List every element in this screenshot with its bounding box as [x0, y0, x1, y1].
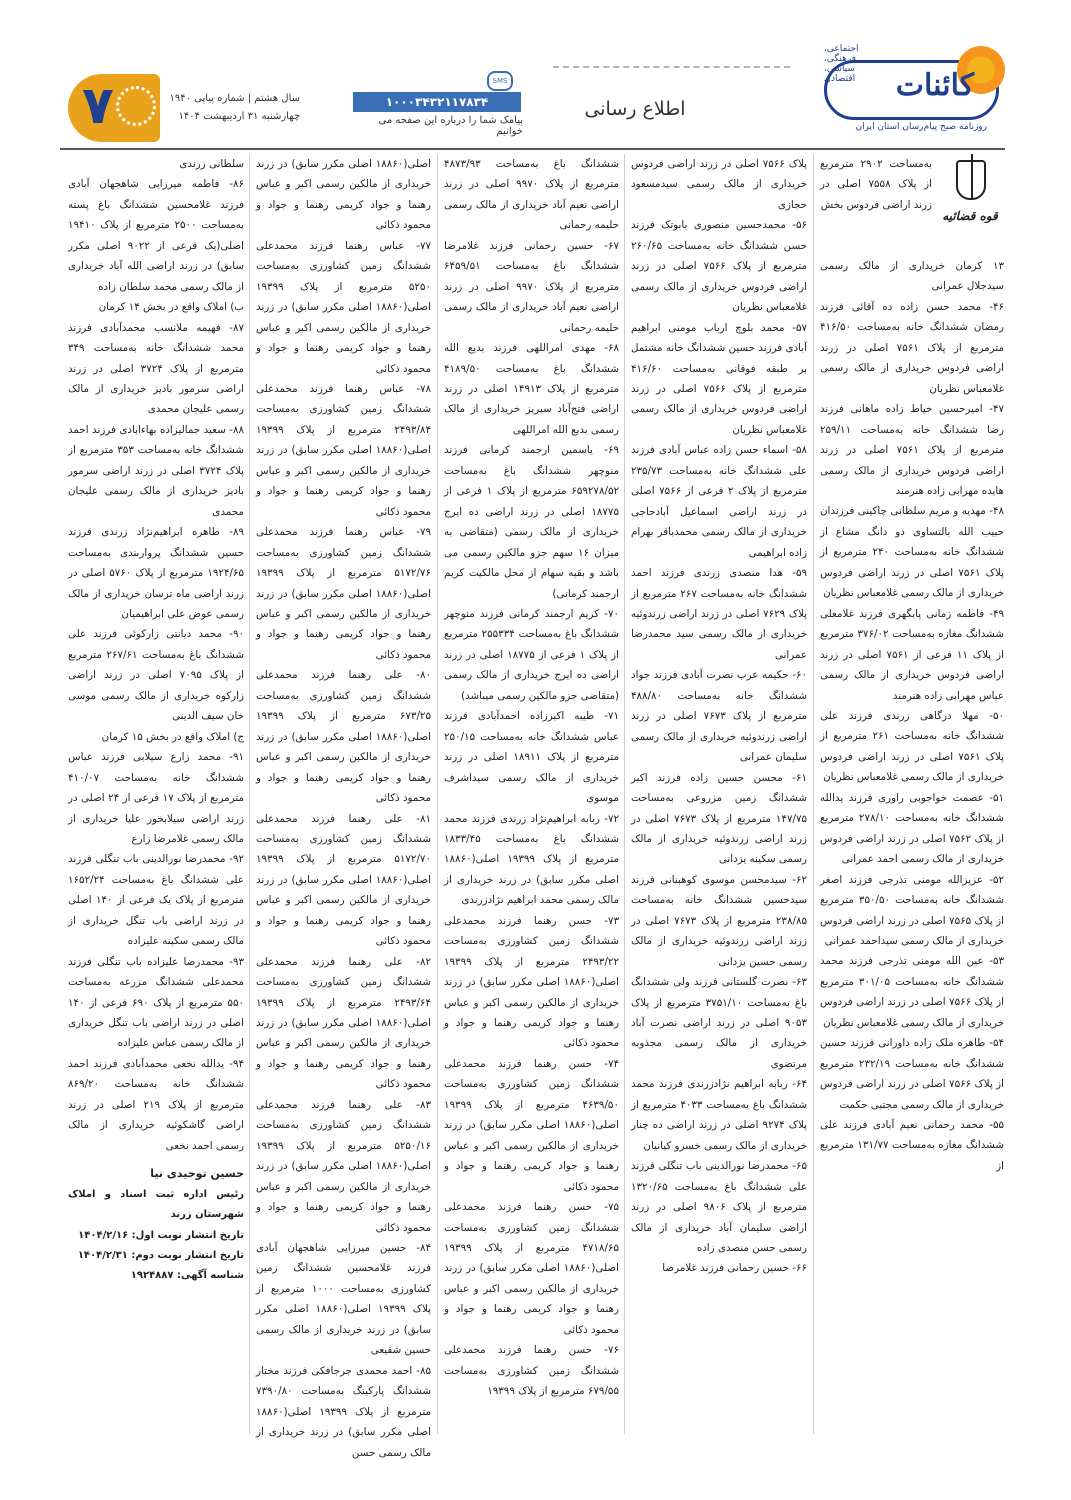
first-publication-date: تاریخ انتشار نوبت اول: ۱۴۰۴/۲/۱۶	[78, 1229, 244, 1241]
column-1-text: ۱۳ کرمان خریداری از مالک رسمی سیدجلال عمرانی ۴۶- محمد حسن زاده ده آقائی فرزند رمضان ششدانگ خانه به‌مساحت ۴۱۶/۵۰ مترمربع از پلاک ۷۵۶۱ اصلی در زرند اراضی فردوس خریداری از مالک رسمی غلامعباس نظریان ۴۷- امیرحسین خیاط زاده ماهانی فرزند رضا ششدانگ خانه به‌مساحت ۲۵۹/۱۱ مترمربع از پلاک ۷۵۶۱ اصلی در زرند اراضی فردوس خریداری از مالک رسمی هایده مهرابی زاده هنرمند ۴۸- مهدیه و مریم سلطانی چاکینی فرزندان حبیب الله بالتساوی دو دانگ مشاع از ششدانگ خانه به‌مساحت ۲۴۰ مترمربع از پلاک ۷۵۶۱ اصلی در زرند اراضی فردوس خریداری از مالک رسمی غلامعباس نظریان ۴۹- فاطمه زمانی پابگهری فرزند غلامعلی ششدانگ مغازه به‌مساحت ۳۷۶/۰۲ مترمربع از پلاک ۱۱ فرعی از ۷۵۶۱ اصلی در زرند اراضی فردوس خریداری از مالک رسمی عباس مهرابی زاده هنرمند ۵۰- مهلا درگاهی زرندی فرزند علی ششدانگ خانه به‌مساحت ۲۶۱ مترمربع از پلاک ۷۵۶۱ اصلی در زرند اراضی فردوس خریداری از مالک رسمی غلامعباس نظریان ۵۱- عصمت خواجوبی راوری فرزند یدالله ششدانگ خانه به‌مساحت ۲۷۸/۱۰ مترمربع از پلاک ۷۵۶۲ اصلی در زرند اراضی فردوس خریداری از مالک رسمی احمد عمرانی ۵۲- عزیزالله مومنی تذرجی فرزند اصغر ششدانگ خانه به‌مساحت ۳۵۰/۵۰ مترمربع از پلاک ۷۵۶۵ اصلی در زرند اراضی فردوس خریداری از مالک رسمی سیداحمد عمرانی ۵۳- عین الله مومنی تذرجی فرزند محمد ششدانگ خانه به‌مساحت ۳۰۱/۰۵ مترمربع از پلاک ۷۵۶۶ اصلی در زرند اراضی فردوس خریداری از مالک رسمی غلامعباس نظریان ۵۴- طاهره ملک زاده داورانی فرزند حسین ششدانگ خانه به‌مساحت ۲۳۲/۱۹ مترمربع از پلاک ۷۵۶۶ اصلی در زرند اراضی فردوس خریداری از مالک رسمی مجتبی حکمت ۵۵- محمد رحمانی نعیم آبادی فرزند علی ششدانگ مغازه به‌مساحت ۱۳۱/۷۷ مترمربع از	[820, 260, 1004, 1172]
column-5-text: سلطانی زرندی ۸۶- فاطمه میرزایی شاهجهان آبادی فرزند غلامحسین ششدانگ باغ پسته به‌مساحت ۲۵۰۰ مترمربع از پلاک ۱۹۴۱۰ اصلی(یک فرعی از ۹۰۲۲ اصلی مکرر سابق) در زرند اراضی الله آباد خریداری از مالک رسمی محمد سلطان زاده ب) املاک واقع در بخش ۱۴ کرمان ۸۷- فهیمه ملانسب محمدآبادی فرزند محمد ششدانگ خانه به‌مساحت ۳۴۹ مترمربع از پلاک ۳۷۲۴ اصلی در زرند اراضی سرمور بادیز خریداری از مالک رسمی علیجان محمدی ۸۸- سعید جمالیزاده بهاءابادی فرزند احمد ششدانگ خانه به‌مساحت ۳۵۳ مترمربع از پلاک ۳۷۲۴ اصلی در زرند اراضی سرمور بادیز خریداری از مالک رسمی علیجان محمدی ۸۹- طاهره ابراهیم‌نژاد زرندی فرزند حسین ششدانگ پرواربندی به‌مساحت ۱۹۲۴/۶۵ مترمربع از پلاک ۵۷۶۰ اصلی در زرند اراضی ماه ترسان خریداری از مالک رسمی عوض علی ابراهیمیان ۹۰- محمد دیانتی زارکوئی فرزند علی ششدانگ باغ به‌مساحت ۲۶۷/۶۱ مترمربع از پلاک ۷۰۹۵ اصلی در زرند اراضی زارکوه خریداری از مالک رسمی موسی خان سیف الدینی ج) املاک واقع در بخش ۱۵ کرمان ۹۱- محمد زارع سیلابی فرزند عباس ششدانگ خانه به‌مساحت ۴۱۰/۰۷ مترمربع از پلاک ۱۷ فرعی از ۲۴ اصلی در زرند اراضی سیلابخور علیا خریداری از مالک رسمی غلامرضا زارع ۹۲- محمدرضا نورالدینی باب تنگلی فرزند علی ششدانگ باغ به‌مساحت ۱۶۵۲/۲۴ مترمربع از پلاک یک فرعی از ۱۴۰ اصلی در زرند اراضی باب تنگل خریداری از مالک رسمی سکینه علیزاده ۹۳- محمدرضا علیزاده باب تنگلی فرزند محمدعلی ششدانگ مزرعه به‌مساحت ۵۵۰ مترمربع از پلاک ۶۹۰ فرعی از ۱۴۰ اصلی در زرند اراضی باب تنگل خریداری از مالک رسمی عباس علیزاده ۹۴- یدالله نخعی محمدآبادی فرزند احمد ششدانگ خانه به‌مساحت ۸۶۹/۲۰ مترمربع از پلاک ۲۱۹ اصلی در زرند اراضی گاشکوئیه خریداری از مالک رسمی احمد نخعی	[68, 158, 245, 1152]
sms-bubble-icon: SMS	[487, 71, 513, 91]
issue-line-volume: سال هشتم | شماره پیاپی ۱۹۴۰	[169, 93, 300, 104]
signatory-title: رئیس اداره ثبت اسناد و املاک شهرستان زرند	[68, 1188, 244, 1221]
judiciary-emblem	[936, 154, 1004, 234]
newspaper-masthead	[824, 44, 999, 148]
ad-identifier: شناسه آگهی: ۱۹۲۴۸۸۷	[130, 1270, 244, 1282]
flower-icon	[116, 86, 156, 126]
column-1	[820, 154, 1004, 1434]
page-header	[0, 0, 1071, 152]
signatory-name: حسین توحیدی نیا	[150, 1167, 244, 1181]
signature-block	[68, 1164, 244, 1287]
page-number: ۷	[82, 76, 114, 136]
issue-line-date: چهارشنبه ۳۱ اردیبهشت ۱۴۰۴	[178, 111, 300, 122]
second-publication-date: تاریخ انتشار نوبت دوم: ۱۴۰۴/۲/۳۱	[77, 1250, 244, 1262]
emblem-label: قوه قضائیه	[942, 209, 998, 223]
column-separator	[813, 154, 814, 1434]
scales-of-justice-icon	[956, 160, 986, 200]
section-title: اطلاع رسانی	[584, 98, 686, 120]
header-rule	[60, 148, 1005, 150]
sms-number: ۱۰۰۰۳۴۳۲۱۱۷۸۳۴	[353, 92, 521, 112]
sms-caption: پیامک شما را درباره این صفحه می خوانیم	[378, 115, 523, 137]
logo-name: کائنات	[895, 68, 974, 103]
column-4: اصلی(۱۸۸۶۰ اصلی مکرر سابق) در زرند خریداری از مالکین رسمی اکبر و عباس رهنما و جواد کریمی رهنما و جواد و محمود ذکائی ۷۷- عباس رهنما فرزند محمدعلی ششدانگ زمین کشاورزی به‌مساحت ۵۲۵۰ مترمربع از پلاک ۱۹۳۹۹ اصلی(۱۸۸۶۰ اصلی مکرر سابق) در زرند خریداری از مالکین رسمی اکبر و عباس رهنما و جواد کریمی رهنما و جواد و محمود ذکائی ۷۸- عباس رهنما فرزند محمدعلی ششدانگ زمین کشاورزی به‌مساحت ۲۴۹۳/۸۴ مترمربع از پلاک ۱۹۳۹۹ اصلی(۱۸۸۶۰ اصلی مکرر سابق) در زرند خریداری از مالکین رسمی اکبر و عباس رهنما و جواد کریمی رهنما و جواد و محمود ذکائی ۷۹- عباس رهنما فرزند محمدعلی ششدانگ زمین کشاورزی به‌مساحت ۵۱۷۲/۷۶ مترمربع از پلاک ۱۹۳۹۹ اصلی(۱۸۸۶۰ اصلی مکرر سابق) در زرند خریداری از مالکین رسمی اکبر و عباس رهنما و جواد کریمی رهنما و جواد و محمود ذکائی ۸۰- علی رهنما فرزند محمدعلی ششدانگ زمین کشاورزی به‌مساحت ۶۷۳/۲۵ مترمربع از پلاک ۱۹۳۹۹ اصلی(۱۸۸۶۰ اصلی مکرر سابق) در زرند خریداری از مالکین رسمی اکبر و عباس رهنما و جواد کریمی رهنما و جواد و محمود ذکائی ۸۱- علی رهنما فرزند محمدعلی ششدانگ زمین کشاورزی به‌مساحت ۵۱۷۲/۷۰ مترمربع از پلاک ۱۹۳۹۹ اصلی(۱۸۸۶۰ اصلی مکرر سابق) در زرند خریداری از مالکین رسمی اکبر و عباس رهنما و جواد کریمی رهنما و جواد و محمود ذکائی ۸۲- علی رهنما فرزند محمدعلی ششدانگ زمین کشاورزی به‌مساحت ۲۴۹۳/۶۴ مترمربع از پلاک ۱۹۳۹۹ اصلی(۱۸۸۶۰ اصلی مکرر سابق) در زرند خریداری از مالکین رسمی اکبر و عباس رهنما و جواد کریمی رهنما و جواد و محمود ذکائی ۸۳- علی رهنما فرزند محمدعلی ششدانگ زمین کشاورزی به‌مساحت ۵۲۵۰/۱۶ مترمربع از پلاک ۱۹۳۹۹ اصلی(۱۸۸۶۰ اصلی مکرر سابق) در زرند خریداری از مالکین رسمی اکبر و عباس رهنما و جواد کریمی رهنما و جواد و محمود ذکائی ۸۴- حسین میرزایی شاهجهان آبادی فرزند غلامحسین ششدانگ زمین کشاورزی به‌مساحت ۱۰۰۰ مترمربع از پلاک ۱۹۳۹۹ اصلی(۱۸۸۶۰ اصلی مکرر سابق) در زرند خریداری از مالک رسمی حسین شفیعی ۸۵- احمد محمدی جرجافکی فرزند مختار ششدانگ پارکینگ به‌مساحت ۷۳۹۰/۸۰ مترمربع از پلاک ۱۹۳۹۹ اصلی(۱۸۸۶۰ اصلی مکرر سابق) در زرند خریداری از مالک رسمی حسن	[256, 158, 432, 1459]
column-separator	[437, 154, 438, 1434]
logo-tagline: روزنامه صبح پیام‌رسان استان ایران	[855, 122, 987, 132]
column-5	[68, 154, 244, 1434]
issue-info	[160, 90, 300, 126]
column-2: پلاک ۷۵۶۶ اصلی در زرند اراضی فردوس خریداری از مالک رسمی سیدمسعود حجازی ۵۶- محمدحسین منصوری بابوتک فرزند حسن ششدانگ خانه به‌مساحت ۲۶۰/۶۵ مترمربع از پلاک ۷۵۶۶ اصلی در زرند اراضی فردوس خریداری از مالک رسمی غلامعباس نظریان ۵۷- محمد بلوچ ارباب مومنی ابراهیم آبادی فرزند حسین ششدانگ خانه مشتمل بر طبقه فوقانی به‌مساحت ۴۱۶/۶۰ مترمربع از پلاک ۷۵۶۶ اصلی در زرند اراضی فردوس خریداری از مالک رسمی غلامعباس نظریان ۵۸- اسماء حسن زاده عباس آبادی فرزند علی ششدانگ خانه به‌مساحت ۲۳۵/۷۳ مترمربع از پلاک ۲ فرعی از ۷۵۶۶ اصلی در زرند اراضی اسماعیل آبادحاجی خریداری از مالک رسمی محمدباقر بهرام زاده ابراهیمی ۵۹- هدا منصدی زرندی فرزند احمد ششدانگ خانه به‌مساحت ۲۶۷ مترمربع از پلاک ۷۶۲۹ اصلی در زرند اراضی زرندوئیه خریداری از مالک رسمی سید محمدرضا عمرانی ۶۰- حکیمه عرب نصرت آبادی فرزند جواد ششدانگ خانه به‌مساحت ۴۸۸/۸۰ مترمربع از پلاک ۷۶۷۳ اصلی در زرند اراضی زرندوئیه خریداری از مالک رسمی سلیمان عمرانی ۶۱- محسن حسین زاده فرزند اکبر ششدانگ زمین مزروعی به‌مساحت ۱۴۷/۷۵ مترمربع از پلاک ۷۶۷۳ اصلی در زرند اراضی زرندوئیه خریداری از مالک رسمی سکینه یزدانی ۶۲- سیدمحسن موسوی کوهبنانی فرزند سیدحسین ششدانگ خانه به‌مساحت ۲۳۸/۸۵ مترمربع از پلاک ۷۶۷۳ اصلی در زرند اراضی زرندوئیه خریداری از مالک رسمی حسین یزدانی ۶۳- نصرت گلستانی فرزند ولی ششدانگ باغ به‌مساحت ۳۷۵۱/۱۰ مترمربع از پلاک ۹۰۵۳ اصلی در زرند اراضی نصرت آباد خریداری از مالک رسمی مجذوبه مرتضوی ۶۴- ربابه ابراهیم نژادزرندی فرزند محمد ششدانگ باغ به‌مساحت ۴۰۳۳ مترمربع از پلاک ۹۲۷۴ اصلی در زرند اراضی ده چنار خریداری از مالک رسمی خسرو کیانیان ۶۵- محمدرضا نورالدینی باب تنگلی فرزند علی ششدانگ باغ به‌مساحت ۱۳۲۰/۶۵ مترمربع از پلاک ۹۸۰۶ اصلی در زرند اراضی سلیمان آباد خریداری از مالک رسمی حسن منصدی زاده ۶۶- حسین رحمانی فرزند غلامرضا	[631, 158, 808, 1275]
page-number-badge	[68, 74, 160, 142]
column-separator	[624, 154, 625, 1434]
sms-box	[353, 67, 523, 137]
logo-subtitle: اجتماعی، فرهنگی، سیاسی، اقتصادی	[824, 44, 859, 84]
notice-columns	[60, 154, 1004, 1459]
dashed-divider	[553, 66, 790, 68]
column-separator	[249, 154, 250, 1434]
column-1-intro: به‌مساحت ۲۹۰۲ مترمربع از پلاک ۷۵۵۸ اصلی در زرند اراضی فردوس بخش	[820, 158, 932, 211]
column-3: ششدانگ باغ به‌مساحت ۴۸۷۳/۹۳ مترمربع از پلاک ۹۹۷۰ اصلی در زرند اراضی نعیم آباد خریداری از مالک رسمی حلیمه رحمانی ۶۷- حسین رحمانی فرزند غلامرضا ششدانگ باغ به‌مساحت ۶۴۵۹/۵۱ مترمربع از پلاک ۹۹۷۰ اصلی در زرند اراضی نعیم آباد خریداری از مالک رسمی حلیمه رحمانی ۶۸- مهدی امراللهی فرزند بدیع الله ششدانگ باغ به‌مساحت ۴۱۸۹/۵۰ مترمربع از پلاک ۱۴۹۱۳ اصلی در زرند اراضی فتح‌آباد سیریز خریداری از مالک رسمی بدیع الله امراللهی ۶۹- یاسمین ارجمند کرمانی فرزند منوچهر ششدانگ باغ به‌مساحت ۶۵۹۲۷۸/۵۲ مترمربع از پلاک ۱ فرعی از ۱۸۷۷۵ اصلی در زرند اراضی ده ایرج خریداری از مالک رسمی (متقاضی به میزان ۱۶ سهم جزو مالکین رسمی می باشد و بقیه سهام از محل مالکیت کریم ارجمند کرمانی) ۷۰- کریم ارجمند کرمانی فرزند منوچهر ششدانگ باغ به‌مساحت ۲۵۵۳۳۴ مترمربع از پلاک ۱ فرعی از ۱۸۷۷۵ اصلی در زرند اراضی ده ایرج خریداری از مالک رسمی (متقاضی جزو مالکین رسمی میباشد) ۷۱- طیبه اکبرزاده احمدآبادی فرزند عباس ششدانگ خانه به‌مساحت ۲۵۰/۱۵ مترمربع از پلاک ۱۸۹۱۱ اصلی در زرند خریداری از مالک رسمی سیداشرف موسوی ۷۲- ربابه ابراهیم‌نژاد زرندی فرزند محمد ششدانگ باغ به‌مساحت ۱۸۳۳/۴۵ مترمربع از پلاک ۱۹۳۹۹ اصلی(۱۸۸۶۰ اصلی مکرر سابق) در زرند خریداری از مالک رسمی محمد ابراهیم نژادزرندی ۷۳- حسن رهنما فرزند محمدعلی ششدانگ زمین کشاورزی به‌مساحت ۲۴۹۳/۲۲ مترمربع از پلاک ۱۹۳۹۹ اصلی(۱۸۸۶۰ اصلی مکرر سابق) در زرند خریداری از مالکین رسمی اکبر و عباس رهنما و جواد کریمی رهنما و جواد و محمود ذکائی ۷۴- حسن رهنما فرزند محمدعلی ششدانگ زمین کشاورزی به‌مساحت ۴۶۳۹/۵۰ مترمربع از پلاک ۱۹۳۹۹ اصلی(۱۸۸۶۰ اصلی مکرر سابق) در زرند خریداری از مالکین رسمی اکبر و عباس رهنما و جواد کریمی رهنما و جواد و محمود ذکائی ۷۵- حسن رهنما فرزند محمدعلی ششدانگ زمین کشاورزی به‌مساحت ۴۷۱۸/۶۵ مترمربع از پلاک ۱۹۳۹۹ اصلی(۱۸۸۶۰ اصلی مکرر سابق) در زرند خریداری از مالکین رسمی اکبر و عباس رهنما و جواد کریمی رهنما و جواد و محمود ذکائی ۷۶- حسن رهنما فرزند محمدعلی ششدانگ زمین کشاورزی به‌مساحت ۶۷۹/۵۵ مترمربع از پلاک ۱۹۳۹۹	[444, 158, 620, 1398]
